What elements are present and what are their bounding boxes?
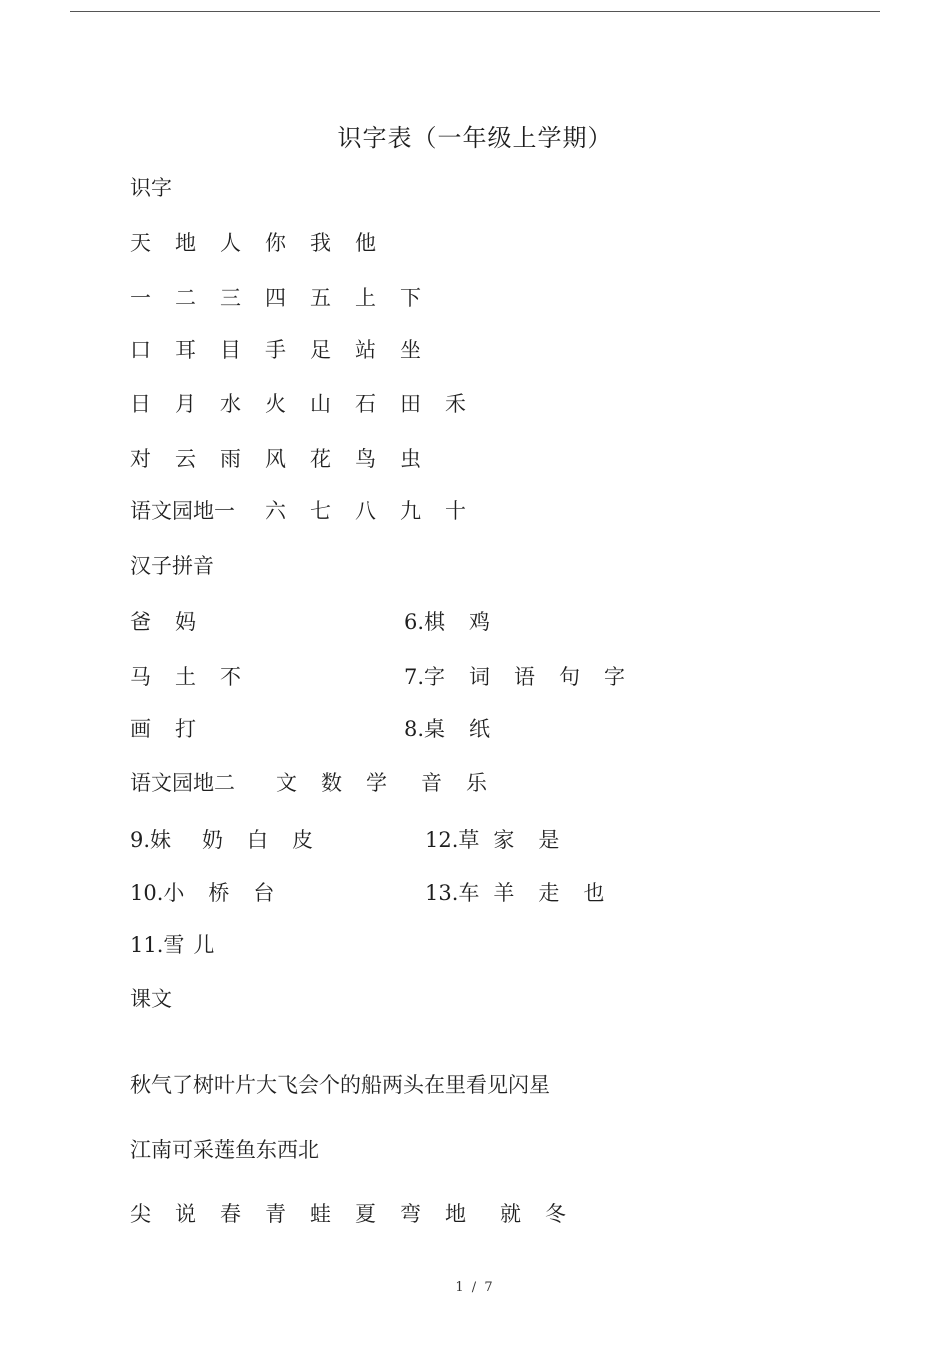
char: 字	[604, 665, 626, 689]
char: 家	[493, 828, 515, 852]
char: 棋	[424, 610, 446, 634]
char: 夏	[355, 1202, 376, 1226]
char: 说	[175, 1202, 196, 1226]
char: 火	[265, 392, 286, 416]
char-row-4	[130, 390, 490, 418]
lesson-number: 8.	[404, 717, 425, 741]
char: 五	[310, 286, 331, 310]
char: 也	[583, 881, 605, 905]
char: 足	[310, 338, 331, 362]
char: 人	[220, 231, 241, 255]
char: 文	[276, 771, 297, 795]
char: 对	[130, 447, 151, 471]
char: 春	[220, 1202, 241, 1226]
char: 鸟	[355, 447, 376, 471]
char: 手	[265, 338, 286, 362]
char: 青	[265, 1202, 286, 1226]
char: 上	[355, 286, 376, 310]
char: 就	[500, 1202, 521, 1226]
char: 羊	[493, 881, 515, 905]
char: 冬	[545, 1202, 566, 1226]
pinyin-left-row-1	[130, 608, 220, 636]
lesson-number: 7.	[404, 665, 425, 689]
char: 口	[130, 338, 151, 362]
text-line-2: 江南可采莲鱼东西北	[130, 1138, 319, 1162]
char: 数	[321, 771, 342, 795]
char: 七	[310, 499, 331, 523]
char: 二	[175, 286, 196, 310]
char: 桥	[208, 881, 230, 905]
char: 石	[355, 392, 376, 416]
char: 山	[310, 392, 331, 416]
char: 弯	[400, 1202, 421, 1226]
char: 虫	[400, 447, 421, 471]
char: 小	[163, 881, 185, 905]
section-heading-pinyin: 汉子拼音	[130, 554, 214, 578]
char-row-5	[130, 445, 445, 473]
char: 十	[445, 499, 466, 523]
lesson-row-10	[130, 879, 298, 907]
char: 草	[458, 828, 480, 852]
char: 白	[247, 828, 269, 852]
char: 地	[175, 231, 196, 255]
pinyin-left-row-2	[130, 663, 265, 691]
char: 儿	[193, 933, 215, 957]
char: 八	[355, 499, 376, 523]
section-heading-kewen: 课文	[130, 987, 172, 1011]
char: 一	[130, 286, 151, 310]
char: 妹	[150, 828, 172, 852]
char: 风	[265, 447, 286, 471]
pinyin-right-row-8	[404, 715, 514, 743]
text-line-1: 秋气了树叶片大飞会个的船两头在里看见闪星	[130, 1073, 550, 1097]
char: 日	[130, 392, 151, 416]
lesson-number: 9.	[130, 828, 151, 852]
char: 九	[400, 499, 421, 523]
char: 尖	[130, 1202, 151, 1226]
char: 不	[220, 665, 241, 689]
lesson-number: 13.	[425, 881, 459, 905]
char-row-1	[130, 229, 400, 257]
char: 土	[175, 665, 196, 689]
garden-one-row	[130, 497, 490, 525]
char-row-3	[130, 336, 445, 364]
char: 雨	[220, 447, 241, 471]
char: 妈	[175, 610, 196, 634]
char: 雪	[163, 933, 185, 957]
char: 三	[220, 286, 241, 310]
lesson-number: 12.	[425, 828, 459, 852]
char: 走	[538, 881, 560, 905]
char: 田	[400, 392, 421, 416]
char: 花	[310, 447, 331, 471]
char: 是	[538, 828, 560, 852]
char: 音	[421, 771, 442, 795]
char: 画	[130, 717, 151, 741]
char: 站	[355, 338, 376, 362]
char: 云	[175, 447, 196, 471]
char: 台	[253, 881, 275, 905]
char: 天	[130, 231, 151, 255]
char: 蛙	[310, 1202, 331, 1226]
char: 纸	[469, 717, 491, 741]
top-rule	[70, 11, 880, 12]
garden-two-label: 语文园地二	[130, 771, 235, 795]
lesson-row-12	[425, 826, 583, 854]
char: 学	[366, 771, 387, 795]
char-row-2	[130, 284, 445, 312]
char: 禾	[445, 392, 466, 416]
section-heading-shizi: 识字	[130, 176, 172, 200]
lesson-number: 10.	[130, 881, 164, 905]
char: 奶	[202, 828, 224, 852]
char: 水	[220, 392, 241, 416]
char: 爸	[130, 610, 151, 634]
char: 乐	[466, 771, 487, 795]
garden-one-label: 语文园地一	[130, 499, 235, 523]
char: 字	[424, 665, 446, 689]
char: 打	[175, 717, 196, 741]
char: 下	[400, 286, 421, 310]
lesson-number: 11.	[130, 933, 164, 957]
page-number: 1 / 7	[455, 1280, 495, 1295]
char: 六	[265, 499, 286, 523]
char: 鸡	[469, 610, 491, 634]
char: 目	[220, 338, 241, 362]
lesson-row-11	[130, 931, 238, 959]
char: 我	[310, 231, 331, 255]
lesson-number: 6.	[404, 610, 425, 634]
char: 语	[514, 665, 536, 689]
pinyin-left-row-3	[130, 715, 220, 743]
char: 坐	[400, 338, 421, 362]
text-line-3	[130, 1200, 590, 1228]
char: 四	[265, 286, 286, 310]
pinyin-right-row-7	[404, 663, 649, 691]
char: 月	[175, 392, 196, 416]
pinyin-right-row-6	[404, 608, 514, 636]
lesson-row-13	[425, 879, 628, 907]
char: 桌	[424, 717, 446, 741]
char: 你	[265, 231, 286, 255]
char: 地	[445, 1202, 466, 1226]
char: 他	[355, 231, 376, 255]
char: 词	[469, 665, 491, 689]
char: 句	[559, 665, 581, 689]
garden-two-row	[130, 769, 511, 797]
char: 耳	[175, 338, 196, 362]
lesson-row-9	[130, 826, 337, 854]
char: 皮	[292, 828, 314, 852]
char: 马	[130, 665, 151, 689]
page-title: 识字表（一年级上学期）	[337, 124, 613, 152]
char: 车	[458, 881, 480, 905]
